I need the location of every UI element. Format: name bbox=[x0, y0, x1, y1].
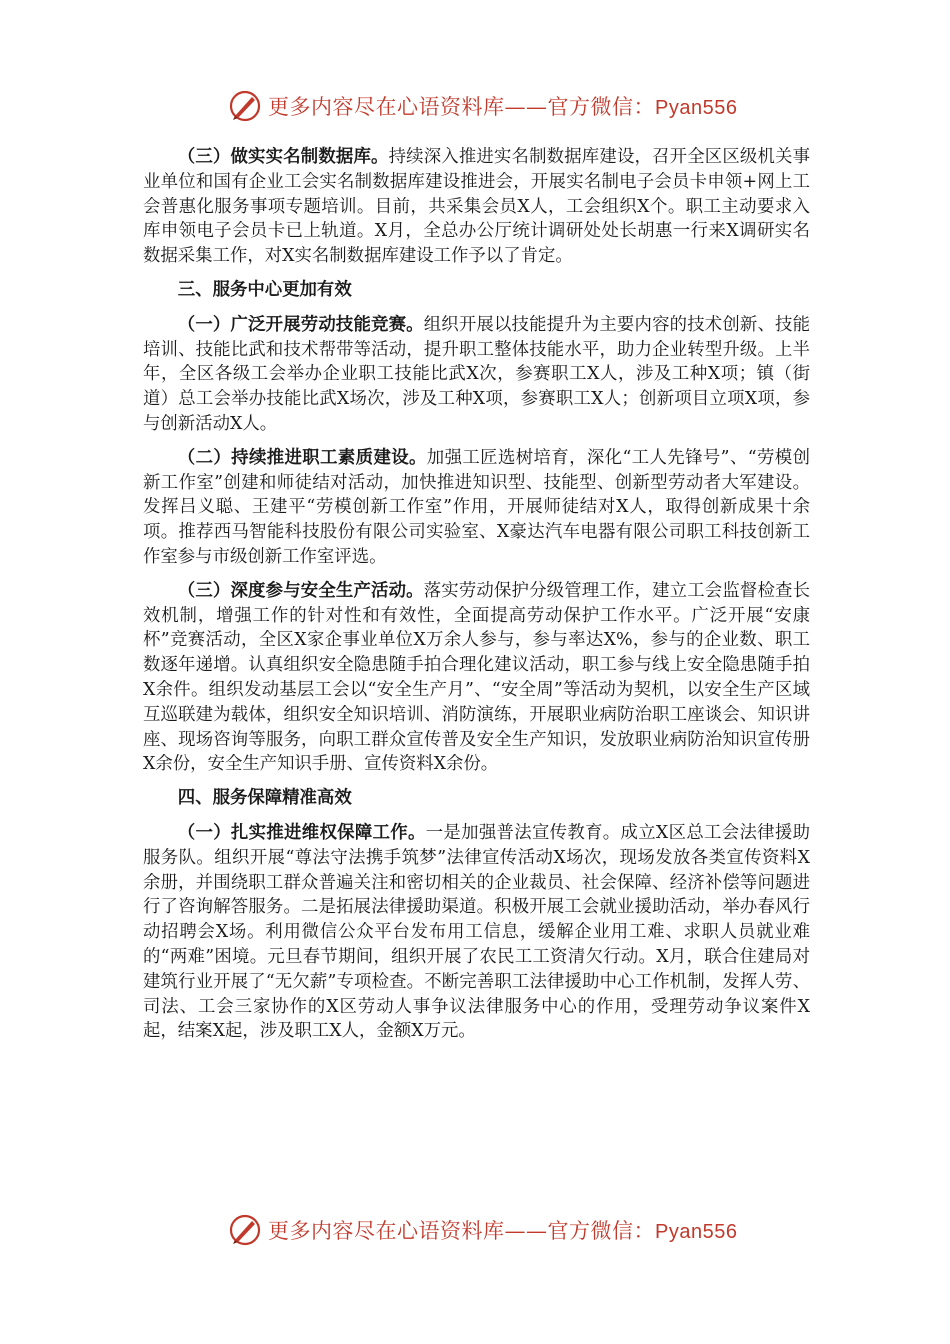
banner-prefix: 更多内容尽在心语资料库 bbox=[268, 95, 505, 119]
banner-dash: —— bbox=[504, 95, 548, 119]
banner-text bbox=[268, 1215, 737, 1245]
banner-label: 官方微信： bbox=[547, 95, 655, 119]
paragraph-realname-database bbox=[143, 145, 810, 269]
paragraph-body: 加强工匠选树培育，深化“工人先锋号”、“劳模创新工作室”创建和师徒结对活动，加快推进知识型、技能型、创新型劳动者大军建设。发挥吕义聪、王建平“劳模创新工作室”作用，开展师徒结对X人，取得创新成果十余项。推荐西马智能科技股份有限公司实验室、X豪达汽车电器有限公司职工科技创新工作室参与市级创新工作室评选。 bbox=[143, 447, 810, 567]
pen-logo-icon bbox=[228, 1213, 262, 1247]
footer-banner bbox=[228, 1210, 748, 1250]
header-banner bbox=[228, 86, 748, 126]
banner-label: 官方微信： bbox=[547, 1219, 655, 1243]
section-heading-service-guarantee: 四、服务保障精准高效 bbox=[177, 788, 352, 809]
section-heading-service-center: 三、服务中心更加有效 bbox=[177, 279, 352, 300]
paragraph-body: 组织开展以技能提升为主要内容的技术创新、技能培训、技能比武和技术帮带等活动，提升职工整体技能水平，助力企业转型升级。上半年，全区各级工会举办企业职工技能比武X次，参赛职工X人，涉及工种X项；镇（街道）总工会举办技能比武X场次，涉及工种X项，参赛职工X人；创新项目立项X项，参与创新活动X人。 bbox=[143, 314, 810, 434]
paragraph-rights-protection bbox=[143, 821, 810, 1044]
paragraph-lead: （二）持续推进职工素质建设。 bbox=[177, 447, 427, 468]
paragraph-body: 一是加强普法宣传教育。成立X区总工会法律援助服务队。组织开展“尊法守法携手筑梦”法律宣传活动X场次，现场发放各类宣传资料X余册，并围绕职工群众普遍关注和密切相关的企业裁员、社会保障、经济补偿等问题进行了咨询解答服务。二是拓展法律援助渠道。积极开展工会就业援助活动，举办春风行动招聘会X场。利用微信公众平台发布用工信息，缓解企业用工难、求职人员就业难的“两难”困境。元旦春节期间，组织开展了农民工工资清欠行动。X月，联合住建局对建筑行业开展了“无欠薪”专项检查。不断完善职工法律援助中心工作机制，发挥人劳、司法、工会三家协作的X区劳动人事争议法律服务中心的作用，受理劳动争议案件X起，结案X起，涉及职工X人，金额X万元。 bbox=[143, 822, 810, 1042]
banner-prefix: 更多内容尽在心语资料库 bbox=[268, 1219, 505, 1243]
document-body bbox=[143, 145, 810, 1053]
pen-logo-icon bbox=[228, 89, 262, 123]
paragraph-lead: （一）扎实推进维权保障工作。 bbox=[177, 822, 426, 843]
paragraph-lead: （一）广泛开展劳动技能竞赛。 bbox=[177, 314, 424, 335]
paragraph-worker-quality bbox=[143, 446, 810, 570]
banner-text bbox=[268, 91, 737, 121]
banner-account: Pyan556 bbox=[655, 97, 738, 119]
paragraph-body: 落实劳动保护分级管理工作，建立工会监督检查长效机制，增强工作的针对性和有效性，全面提高劳动保护工作水平。广泛开展“安康杯”竞赛活动，全区X家企事业单位X万余人参与，参与率达X%，参与的企业数、职工数逐年递增。认真组织安全隐患随手拍合理化建议活动，职工参与线上安全隐患随手拍X余件。组织发动基层工会以“安全生产月”、“安全周”等活动为契机，以安全生产区域互巡联建为载体，组织安全知识培训、消防演练，开展职业病防治职工座谈会、知识讲座、现场咨询等服务，向职工群众宣传普及安全生产知识，发放职业病防治知识宣传册X余份，安全生产知识手册、宣传资料X余份。 bbox=[143, 580, 810, 775]
banner-dash: —— bbox=[504, 1219, 548, 1243]
banner-account: Pyan556 bbox=[655, 1221, 738, 1243]
paragraph-lead: （三）做实实名制数据库。 bbox=[177, 147, 389, 167]
paragraph-safety-production bbox=[143, 579, 810, 777]
paragraph-skill-competition bbox=[143, 313, 810, 437]
paragraph-lead: （三）深度参与安全生产活动。 bbox=[177, 580, 424, 601]
paragraph-body: 持续深入推进实名制数据库建设，召开全区区级机关事业单位和国有企业工会实名制数据库建设推进会，开展实名制电子会员卡申领+网上工会普惠化服务事项专题培训。目前，共采集会员X人，工会组织X个。职工主动要求入库申领电子会员卡已上轨道。X月，全总办公厅统计调研处处长胡惠一行来X调研实名数据采集工作，对X实名制数据库建设工作予以了肯定。 bbox=[143, 147, 810, 267]
